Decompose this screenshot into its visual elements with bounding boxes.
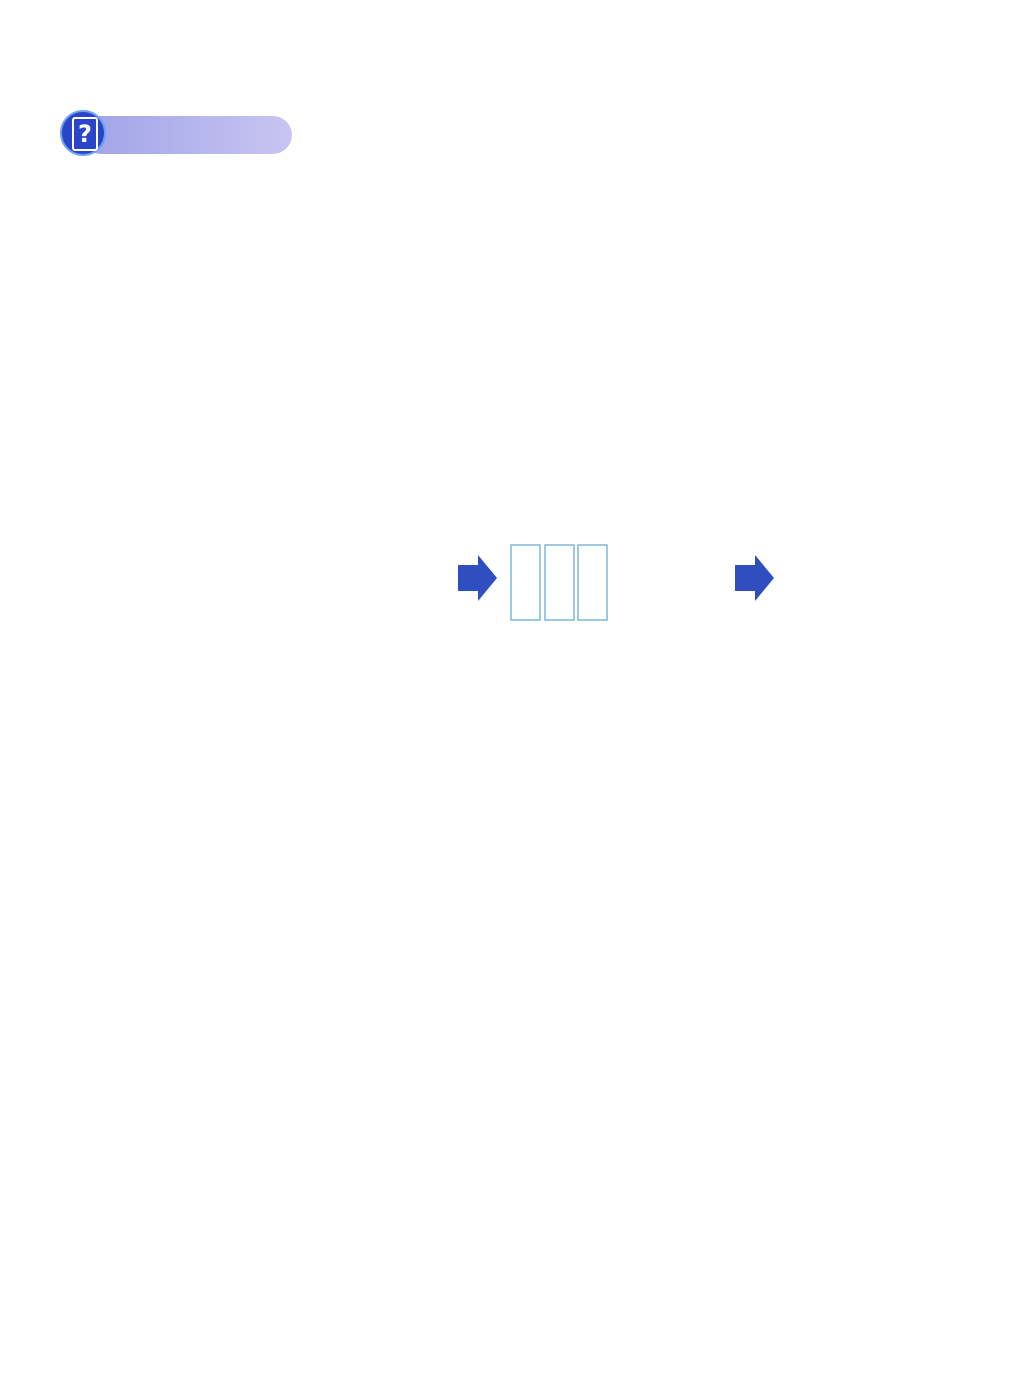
badge-background: [82, 116, 292, 154]
highlight-box: [578, 545, 607, 620]
reading-badge: [60, 110, 295, 160]
highlight-box: [511, 545, 540, 620]
question-book-icon: ?: [60, 110, 106, 156]
highlight-box: [545, 545, 574, 620]
counting-rods-figure: [0, 415, 1024, 665]
arrow-right-icon: [458, 555, 497, 601]
arrow-right-icon: [735, 555, 774, 601]
page-footer: [926, 1283, 958, 1307]
